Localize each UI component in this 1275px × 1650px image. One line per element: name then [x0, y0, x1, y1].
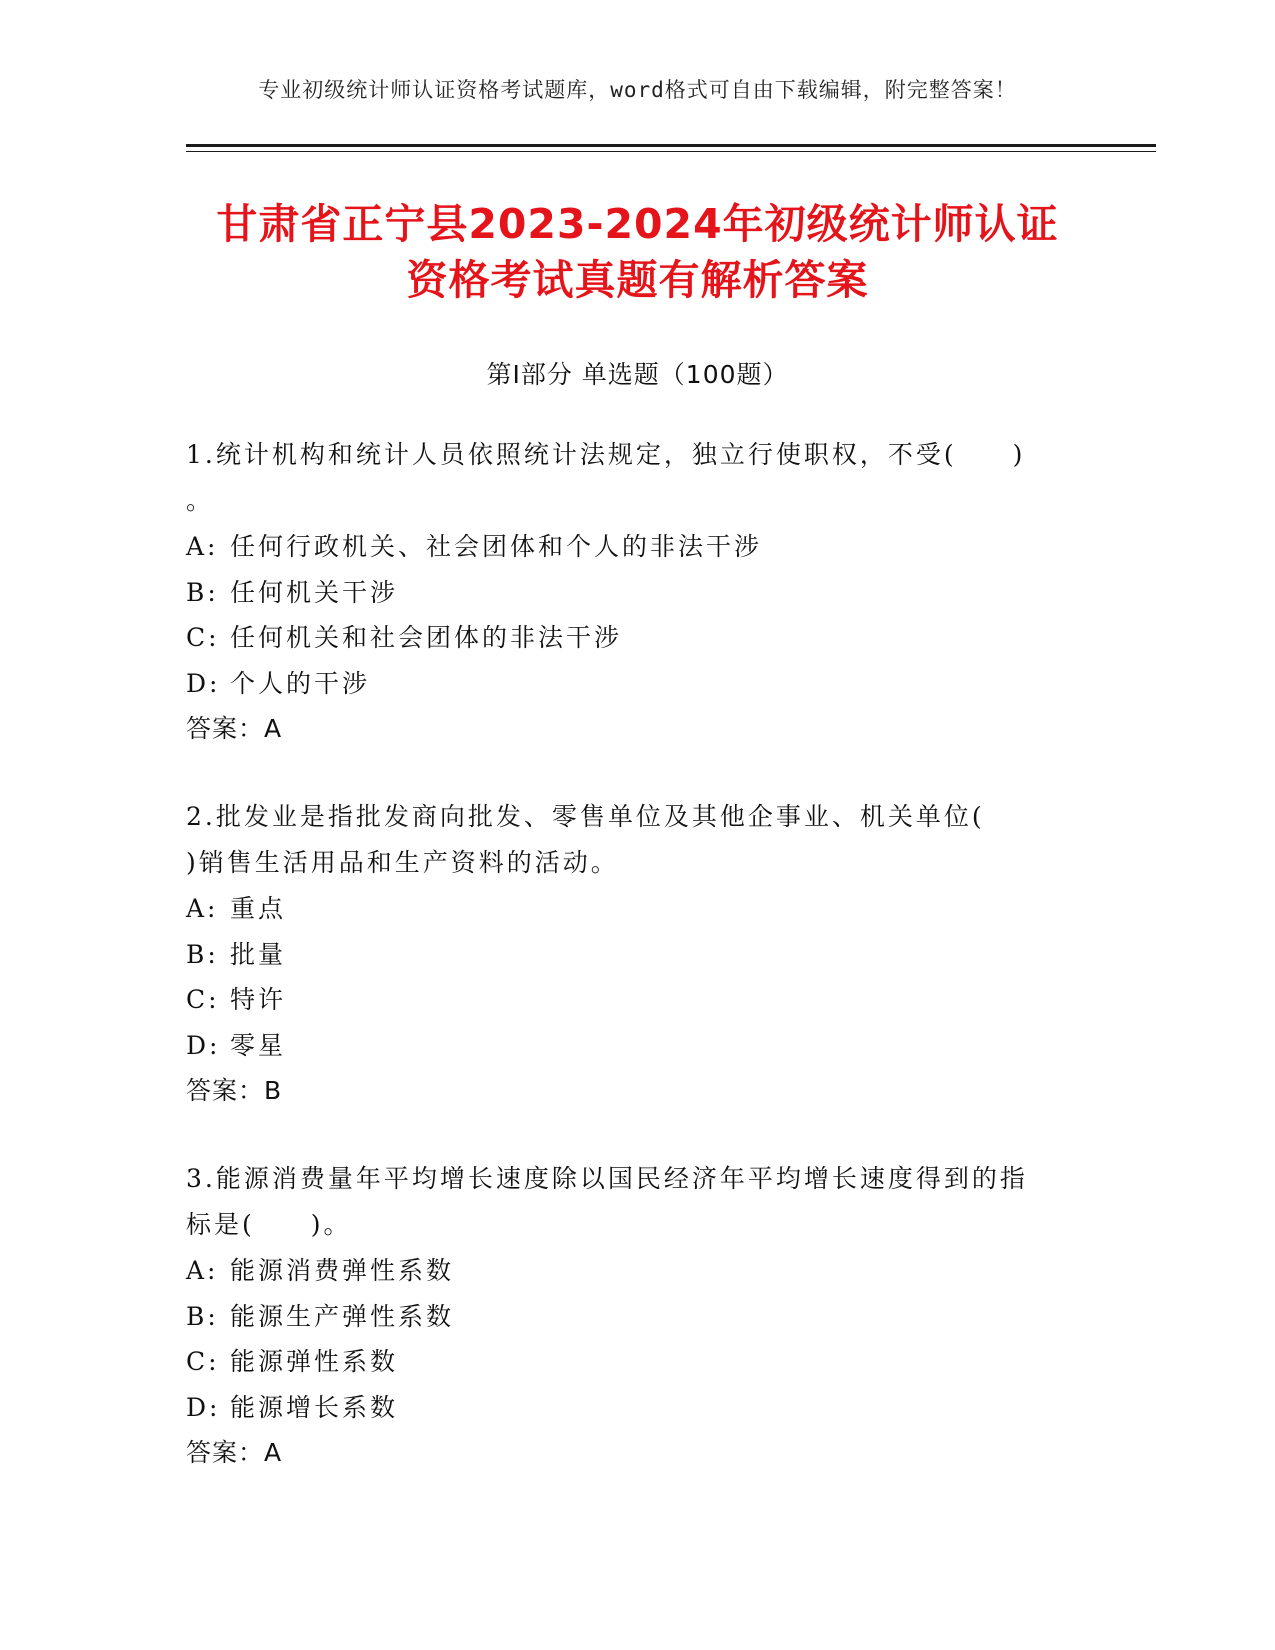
option-text: 能源消费弹性系数 [230, 1256, 455, 1285]
option-letter: A: [186, 1256, 219, 1285]
question-stem [186, 1156, 1066, 1248]
option-c [186, 615, 1066, 661]
option-text: 能源弹性系数 [230, 1347, 399, 1376]
option-text: 任何行政机关、社会团体和个人的非法干涉 [230, 532, 763, 561]
option-letter: A: [186, 532, 219, 561]
option-text: 任何机关和社会团体的非法干涉 [230, 623, 623, 652]
option-b [186, 1294, 1066, 1340]
question-3 [186, 1156, 1066, 1476]
option-letter: D: [186, 668, 221, 698]
answer-line: 答案：A [186, 1438, 283, 1467]
question-1 [186, 432, 1066, 752]
question-stem-line: 3.能源消费量年平均增长速度除以国民经济年平均增长速度得到的指 [186, 1164, 1028, 1193]
question-stem-line: )销售生活用品和生产资料的活动。 [186, 848, 619, 877]
option-d [186, 1385, 1066, 1431]
question-stem-line: 2.批发业是指批发商向批发、零售单位及其他企事业、机关单位( [186, 802, 985, 831]
option-letter: C: [186, 985, 220, 1014]
header-note: 专业初级统计师认证资格考试题库，word格式可自由下载编辑，附完整答案！ [258, 78, 1017, 102]
option-letter: C: [186, 623, 220, 652]
option-letter: B: [186, 1301, 219, 1331]
option-letter: B: [186, 939, 219, 969]
document-title [150, 196, 1125, 308]
question-2 [186, 794, 1066, 1114]
answer-line: 答案：B [186, 1076, 283, 1105]
question-stem-line: 1.统计机构和统计人员依照统计法规定，独立行使职权，不受( ) [186, 440, 1026, 469]
option-text: 任何机关干涉 [230, 577, 399, 607]
section-title: 第Ⅰ部分 单选题（100题） [486, 360, 789, 389]
option-letter: D: [186, 1392, 221, 1422]
option-letter: A: [186, 894, 219, 923]
answer-line: 答案：A [186, 714, 283, 743]
question-stem [186, 794, 1066, 886]
option-a [186, 1248, 1066, 1294]
option-a [186, 886, 1066, 932]
question-stem-line: 。 [186, 486, 215, 515]
option-text: 能源增长系数 [230, 1392, 399, 1422]
question-stem-line: 标是( )。 [186, 1210, 352, 1239]
option-d [186, 661, 1066, 707]
option-c [186, 1339, 1066, 1385]
option-d [186, 1023, 1066, 1069]
option-text: 零星 [230, 1030, 287, 1060]
option-c [186, 977, 1066, 1023]
option-text: 特许 [230, 985, 287, 1014]
document-title-line-1: 甘肃省正宁县2023-2024年初级统计师认证 [216, 200, 1059, 248]
option-text: 重点 [230, 894, 287, 923]
header-divider-thin [186, 151, 1156, 152]
option-text: 能源生产弹性系数 [230, 1301, 455, 1331]
option-letter: C: [186, 1347, 220, 1376]
option-b [186, 570, 1066, 616]
option-letter: D: [186, 1030, 221, 1060]
question-stem [186, 432, 1066, 524]
document-title-line-2: 资格考试真题有解析答案 [406, 256, 869, 304]
option-a [186, 524, 1066, 570]
question-list [186, 432, 1066, 1518]
option-text: 个人的干涉 [230, 668, 371, 698]
header-divider-thick [186, 144, 1156, 147]
option-letter: B: [186, 577, 219, 607]
option-text: 批量 [230, 939, 287, 969]
option-b [186, 932, 1066, 978]
